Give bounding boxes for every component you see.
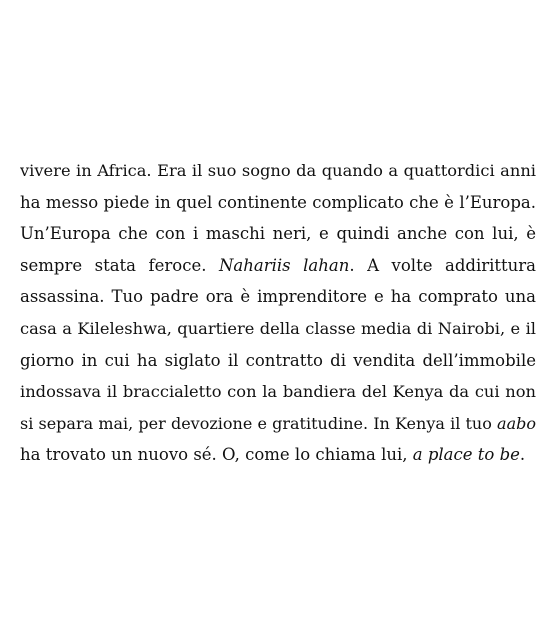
- text-line: [20, 439, 536, 471]
- text-line: ha messo piede in quel continente complicato che è l’Europa.: [20, 192, 536, 212]
- text-line: indossava il braccialetto con la bandiera del Kenya da cui non: [20, 382, 536, 402]
- italic-phrase: Nahariis lahan: [218, 255, 350, 275]
- body-paragraph: [20, 155, 536, 471]
- text-line: Un’Europa che con i maschi neri, e quindi anche con lui, è: [20, 224, 536, 244]
- text-run: . A volte addirittura: [349, 255, 536, 275]
- text-line: [20, 250, 536, 282]
- text-line: [20, 408, 536, 440]
- text-run: sempre stata feroce.: [20, 255, 219, 275]
- text-run: si separa mai, per devozione e gratitudine. In Kenya il tuo: [20, 413, 498, 433]
- text-line: giorno in cui ha siglato il contratto di vendita dell’immobile: [20, 350, 536, 370]
- italic-phrase: a place to be: [412, 445, 520, 465]
- text-line: casa a Kileleshwa, quartiere della classe media di Nairobi, e il: [20, 318, 536, 338]
- text-line: vivere in Africa. Era il suo sogno da quando a quattordici anni: [20, 161, 536, 180]
- text-line: assassina. Tuo padre ora è imprenditore e ha comprato una: [20, 287, 536, 307]
- italic-phrase: aabo: [497, 413, 536, 433]
- text-run: .: [519, 445, 526, 465]
- text-run: ha trovato un nuovo sé. O, come lo chiama lui,: [20, 445, 413, 465]
